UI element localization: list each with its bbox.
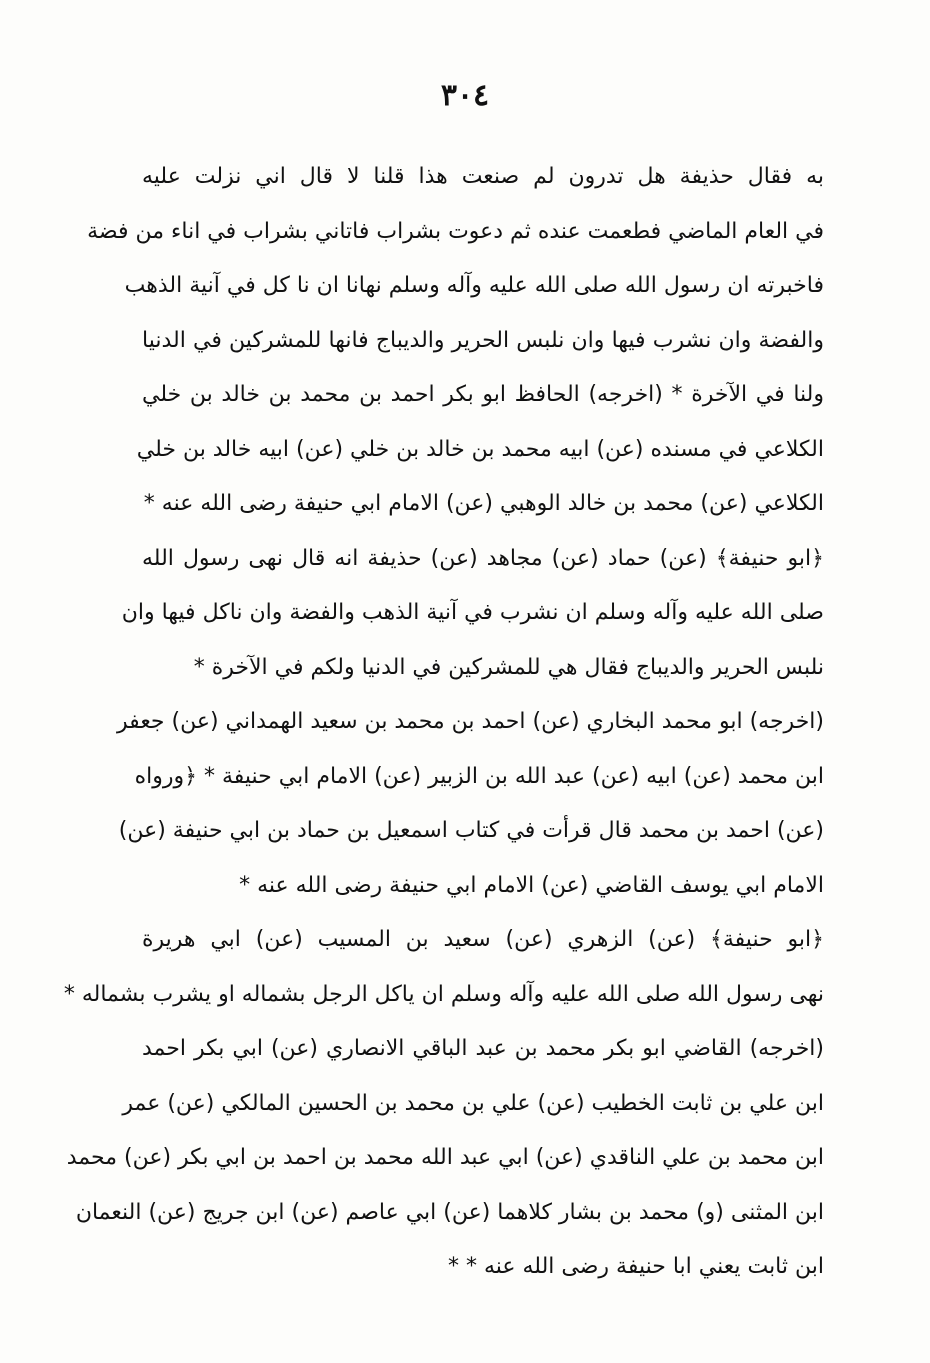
text-line: ﴿ابو حنيفة﴾ (عن) الزهري (عن) سعيد بن المسيب (عن) ابي هريرة [142, 927, 824, 952]
text-line: ابن محمد (عن) ابيه (عن) عبد الله بن الزبير (عن) الامام ابي حنيفة * ﴿ورواه [134, 763, 824, 789]
text-line: الكلاعي في مسنده (عن) ابيه محمد بن خالد بن خلي (عن) ابيه خالد بن خلي [136, 436, 824, 462]
body-text [63, 150, 824, 1295]
text-line: نهى رسول الله صلى الله عليه وآله وسلم ان ياكل الرجل بشماله او يشرب بشماله * [63, 981, 824, 1007]
text-line: (اخرجه) القاضي ابو بكر محمد بن عبد الباقي الانصاري (عن) ابي بكر احمد [142, 1036, 824, 1061]
text-line: ابن محمد بن علي الناقدي (عن) ابي عبد الله محمد بن احمد بن ابي بكر (عن) محمد [66, 1145, 824, 1170]
text-line: به فقال حذيفة هل تدرون لم صنعت هذا قلنا لا قال اني نزلت عليه [142, 164, 824, 189]
text-line: ﴿ابو حنيفة﴾ (عن) حماد (عن) مجاهد (عن) حذيفة انه قال نهى رسول الله [142, 545, 824, 571]
text-line: نلبس الحرير والديباج فقال هي للمشركين في الدنيا ولكم في الآخرة * [193, 654, 824, 680]
text-line: فاخبرته ان رسول الله صلى الله عليه وآله وسلم نهانا ان نا كل في آنية الذهب [124, 273, 824, 298]
text-line: ولنا في الآخرة * (اخرجه) الحافظ ابو بكر احمد بن محمد بن خالد بن خلي [142, 382, 824, 407]
text-line: (عن) احمد بن محمد قال قرأت في كتاب اسمعيل بن حماد بن ابي حنيفة (عن) [118, 818, 824, 843]
text-line: ابن علي بن ثابت الخطيب (عن) علي بن محمد بن الحسين المالكي (عن) عمر [122, 1090, 824, 1116]
text-line: الامام ابي يوسف القاضي (عن) الامام ابي حنيفة رضى الله عنه * [239, 872, 824, 898]
text-line: الكلاعي (عن) محمد بن خالد الوهبي (عن) الامام ابي حنيفة رضى الله عنه * [143, 491, 824, 516]
text-line: (اخرجه) ابو محمد البخاري (عن) احمد بن محمد بن سعيد الهمداني (عن) جعفر [117, 709, 824, 734]
page-number: ٣٠٤ [440, 78, 490, 113]
text-line: ابن ثابت يعني ابا حنيفة رضى الله عنه * * [447, 1254, 824, 1279]
text-line: صلى الله عليه وآله وسلم ان نشرب في آنية الذهب والفضة وان ناكل فيها وان [121, 600, 824, 625]
text-line: في العام الماضي فطعمت عنده ثم دعوت بشراب فاتاني بشراب في اناء من فضة [87, 218, 824, 244]
text-line: والفضة وان نشرب فيها وان نلبس الحرير والديباج فانها للمشركين في الدنيا [142, 327, 824, 353]
text-line: ابن المثنى (و) محمد بن بشار كلاهما (عن) ابي عاصم (عن) ابن جريج (عن) النعمان [75, 1199, 824, 1225]
